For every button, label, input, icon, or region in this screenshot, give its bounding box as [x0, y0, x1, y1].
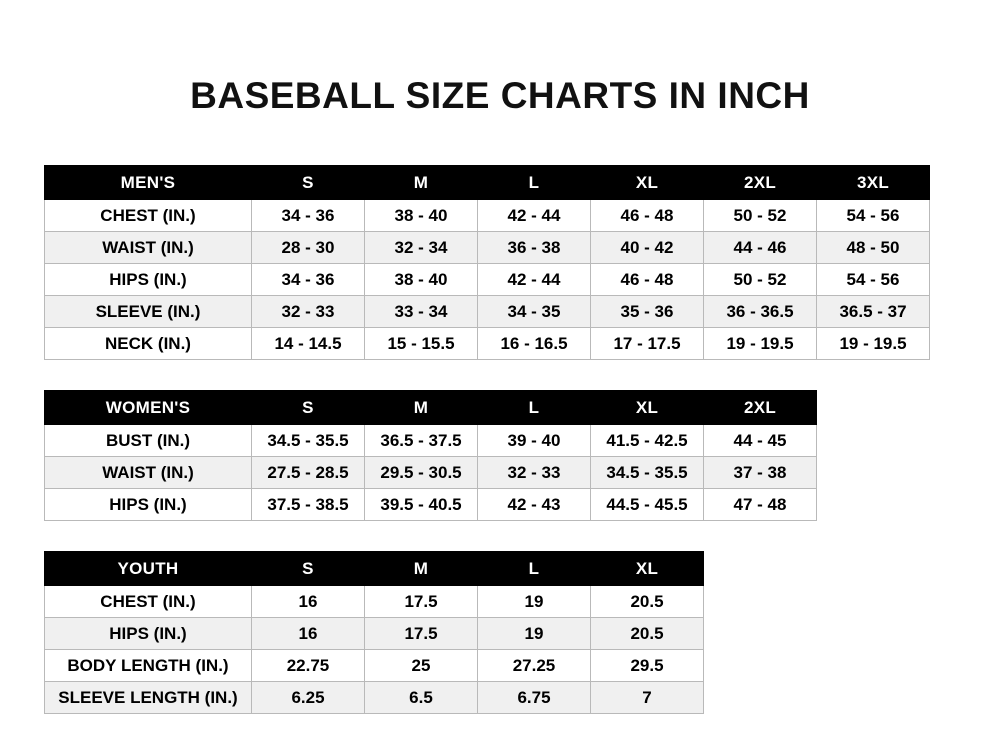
- mens-waist-s: 28 - 30: [252, 232, 365, 264]
- mens-neck-m: 15 - 15.5: [365, 328, 478, 360]
- mens-header-l: L: [478, 166, 591, 200]
- mens-sleeve-2xl: 36 - 36.5: [704, 296, 817, 328]
- mens-header-xl: XL: [591, 166, 704, 200]
- table-row: [45, 296, 930, 328]
- mens-header-m: M: [365, 166, 478, 200]
- table-row: [45, 328, 930, 360]
- table-spacer: [0, 521, 1000, 551]
- mens-sleeve-3xl: 36.5 - 37: [817, 296, 930, 328]
- page-title: BASEBALL SIZE CHARTS IN INCH: [190, 75, 810, 116]
- womens-row-label-waist: WAIST (IN.): [45, 457, 252, 489]
- womens-hips-xl: 44.5 - 45.5: [591, 489, 704, 521]
- mens-chest-m: 38 - 40: [365, 200, 478, 232]
- youth-body-length-s: 22.75: [252, 650, 365, 682]
- womens-header-s: S: [252, 391, 365, 425]
- mens-sleeve-xl: 35 - 36: [591, 296, 704, 328]
- youth-header-xl: XL: [591, 552, 704, 586]
- womens-hips-m: 39.5 - 40.5: [365, 489, 478, 521]
- youth-hips-l: 19: [478, 618, 591, 650]
- youth-chest-s: 16: [252, 586, 365, 618]
- youth-hips-s: 16: [252, 618, 365, 650]
- table-row: [45, 682, 704, 714]
- mens-waist-3xl: 48 - 50: [817, 232, 930, 264]
- mens-neck-2xl: 19 - 19.5: [704, 328, 817, 360]
- womens-header-xl: XL: [591, 391, 704, 425]
- mens-hips-m: 38 - 40: [365, 264, 478, 296]
- mens-header-3xl: 3XL: [817, 166, 930, 200]
- table-row: [45, 232, 930, 264]
- youth-row-label-sleeve-length: SLEEVE LENGTH (IN.): [45, 682, 252, 714]
- youth-chest-xl: 20.5: [591, 586, 704, 618]
- womens-bust-xl: 41.5 - 42.5: [591, 425, 704, 457]
- womens-row-label-hips: HIPS (IN.): [45, 489, 252, 521]
- youth-header-label: YOUTH: [45, 552, 252, 586]
- youth-body-length-xl: 29.5: [591, 650, 704, 682]
- youth-body-length-l: 27.25: [478, 650, 591, 682]
- youth-sleeve-length-xl: 7: [591, 682, 704, 714]
- mens-chest-s: 34 - 36: [252, 200, 365, 232]
- womens-bust-s: 34.5 - 35.5: [252, 425, 365, 457]
- womens-bust-m: 36.5 - 37.5: [365, 425, 478, 457]
- size-tables-container: [0, 165, 1000, 714]
- mens-waist-m: 32 - 34: [365, 232, 478, 264]
- womens-header-m: M: [365, 391, 478, 425]
- mens-chest-xl: 46 - 48: [591, 200, 704, 232]
- mens-chest-l: 42 - 44: [478, 200, 591, 232]
- youth-row-label-hips: HIPS (IN.): [45, 618, 252, 650]
- womens-waist-s: 27.5 - 28.5: [252, 457, 365, 489]
- mens-waist-l: 36 - 38: [478, 232, 591, 264]
- womens-hips-s: 37.5 - 38.5: [252, 489, 365, 521]
- youth-row-label-body-length: BODY LENGTH (IN.): [45, 650, 252, 682]
- mens-hips-l: 42 - 44: [478, 264, 591, 296]
- youth-header-s: S: [252, 552, 365, 586]
- mens-sleeve-s: 32 - 33: [252, 296, 365, 328]
- mens-waist-xl: 40 - 42: [591, 232, 704, 264]
- youth-header-l: L: [478, 552, 591, 586]
- mens-hips-s: 34 - 36: [252, 264, 365, 296]
- youth-chest-l: 19: [478, 586, 591, 618]
- table-row: [45, 618, 704, 650]
- womens-table-header-row: [45, 391, 817, 425]
- table-row: [45, 489, 817, 521]
- mens-chest-2xl: 50 - 52: [704, 200, 817, 232]
- womens-waist-2xl: 37 - 38: [704, 457, 817, 489]
- table-row: [45, 650, 704, 682]
- youth-body-length-m: 25: [365, 650, 478, 682]
- womens-bust-2xl: 44 - 45: [704, 425, 817, 457]
- table-row: [45, 457, 817, 489]
- youth-hips-xl: 20.5: [591, 618, 704, 650]
- mens-neck-s: 14 - 14.5: [252, 328, 365, 360]
- mens-sleeve-m: 33 - 34: [365, 296, 478, 328]
- mens-table-header-row: [45, 166, 930, 200]
- youth-sleeve-length-m: 6.5: [365, 682, 478, 714]
- youth-chest-m: 17.5: [365, 586, 478, 618]
- mens-hips-2xl: 50 - 52: [704, 264, 817, 296]
- mens-waist-2xl: 44 - 46: [704, 232, 817, 264]
- table-row: [45, 264, 930, 296]
- mens-hips-3xl: 54 - 56: [817, 264, 930, 296]
- womens-hips-2xl: 47 - 48: [704, 489, 817, 521]
- mens-row-label-waist: WAIST (IN.): [45, 232, 252, 264]
- womens-header-2xl: 2XL: [704, 391, 817, 425]
- womens-hips-l: 42 - 43: [478, 489, 591, 521]
- womens-waist-m: 29.5 - 30.5: [365, 457, 478, 489]
- womens-bust-l: 39 - 40: [478, 425, 591, 457]
- mens-row-label-hips: HIPS (IN.): [45, 264, 252, 296]
- mens-row-label-neck: NECK (IN.): [45, 328, 252, 360]
- youth-header-m: M: [365, 552, 478, 586]
- mens-sleeve-l: 34 - 35: [478, 296, 591, 328]
- womens-header-l: L: [478, 391, 591, 425]
- youth-row-label-chest: CHEST (IN.): [45, 586, 252, 618]
- womens-header-label: WOMEN'S: [45, 391, 252, 425]
- table-spacer: [0, 360, 1000, 390]
- womens-row-label-bust: BUST (IN.): [45, 425, 252, 457]
- mens-header-2xl: 2XL: [704, 166, 817, 200]
- table-row: [45, 200, 930, 232]
- mens-neck-l: 16 - 16.5: [478, 328, 591, 360]
- table-row: [45, 425, 817, 457]
- mens-neck-3xl: 19 - 19.5: [817, 328, 930, 360]
- youth-table-header-row: [45, 552, 704, 586]
- womens-waist-l: 32 - 33: [478, 457, 591, 489]
- mens-size-table: [44, 165, 930, 360]
- womens-waist-xl: 34.5 - 35.5: [591, 457, 704, 489]
- womens-size-table: [44, 390, 817, 521]
- mens-chest-3xl: 54 - 56: [817, 200, 930, 232]
- mens-row-label-chest: CHEST (IN.): [45, 200, 252, 232]
- youth-sleeve-length-l: 6.75: [478, 682, 591, 714]
- youth-size-table: [44, 551, 704, 714]
- youth-sleeve-length-s: 6.25: [252, 682, 365, 714]
- table-row: [45, 586, 704, 618]
- mens-hips-xl: 46 - 48: [591, 264, 704, 296]
- youth-hips-m: 17.5: [365, 618, 478, 650]
- mens-header-s: S: [252, 166, 365, 200]
- mens-row-label-sleeve: SLEEVE (IN.): [45, 296, 252, 328]
- mens-neck-xl: 17 - 17.5: [591, 328, 704, 360]
- mens-header-label: MEN'S: [45, 166, 252, 200]
